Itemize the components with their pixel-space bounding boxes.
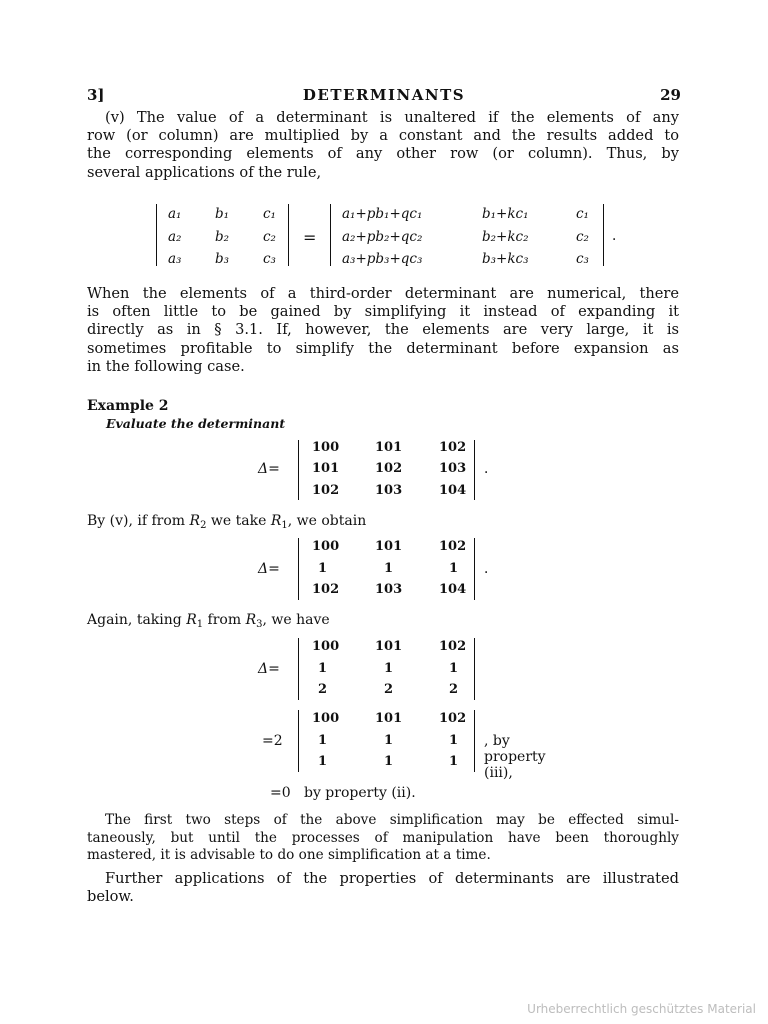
det-element: 1	[318, 661, 328, 676]
det-bar-right	[288, 204, 289, 266]
det-element: 100	[312, 539, 340, 554]
rule-v-paragraph	[87, 109, 679, 182]
det-element: a₁+pb₁+qc₁	[342, 206, 423, 222]
det-element: 1	[449, 661, 459, 676]
det-bar-left	[298, 710, 299, 772]
det-element: 2	[449, 682, 459, 697]
det-element: 1	[318, 754, 328, 769]
det-element: 1	[384, 661, 394, 676]
det-element: c₂	[263, 229, 276, 245]
det-element: 101	[375, 639, 403, 654]
det-element: 103	[439, 461, 467, 476]
property-note: , by property (iii),	[484, 733, 546, 781]
text-line: several applications of the rule,	[87, 163, 322, 181]
page-header	[87, 86, 681, 106]
det-element: 1	[449, 754, 459, 769]
det-element: c₃	[576, 251, 589, 267]
det-element: 104	[439, 582, 467, 597]
text-line: (v) The value of a determinant is unaltered if the elements of any	[105, 109, 679, 126]
result-line: =0 by property (ii).	[270, 785, 416, 801]
det-bar-left	[156, 204, 157, 266]
copyright-watermark: Urheberrechtlich geschütztes Material	[527, 1002, 756, 1016]
det-bar-right	[474, 538, 475, 600]
det-element: 1	[449, 561, 459, 576]
period: .	[612, 228, 617, 244]
det-element: 103	[375, 483, 403, 498]
det-element: 102	[439, 711, 467, 726]
text-line: in the following case.	[87, 357, 245, 375]
det-element: 102	[439, 639, 467, 654]
further-paragraph	[87, 870, 679, 906]
det-element: a₂+pb₂+qc₂	[342, 229, 423, 245]
example-instruction: Evaluate the determinant	[106, 416, 286, 431]
det-bar-left	[298, 538, 299, 600]
det-element: b₃+kc₃	[482, 251, 529, 267]
det-element: b₂	[215, 229, 230, 245]
det-element: c₃	[263, 251, 276, 267]
det-bar-left	[330, 204, 331, 266]
det-element: 2	[318, 682, 328, 697]
det-bar-left	[298, 638, 299, 700]
det-element: 101	[312, 461, 340, 476]
text-line: mastered, it is advisable to do one simplification at a time.	[87, 847, 491, 863]
det-element: 100	[312, 711, 340, 726]
det-element: 1	[384, 754, 394, 769]
example-title: Example 2	[87, 398, 169, 414]
det-element: 101	[375, 440, 403, 455]
det-element: 1	[384, 561, 394, 576]
steps-paragraph	[87, 812, 679, 865]
det-element: 101	[375, 711, 403, 726]
det-element: 101	[375, 539, 403, 554]
running-title: DETERMINANTS	[302, 86, 466, 104]
period: .	[484, 461, 489, 477]
det-element: 1	[384, 733, 394, 748]
text-line: taneously, but until the processes of manipulation have been thoroughly	[87, 829, 679, 846]
det-bar-right	[474, 638, 475, 700]
det-element: c₁	[263, 206, 276, 222]
period: .	[484, 561, 489, 577]
det-element: b₁+kc₁	[482, 206, 529, 222]
text-line: The first two steps of the above simplification may be effected simul-	[105, 812, 679, 828]
det-element: 1	[318, 733, 328, 748]
step-1-text: By (v), if from $R_2$ we take $R_1$, we obtain	[87, 513, 367, 531]
text-line: below.	[87, 888, 134, 906]
det-element: a₂	[168, 229, 182, 245]
det-element: 100	[312, 440, 340, 455]
det-element: a₃	[168, 251, 182, 267]
det-element: c₁	[576, 206, 589, 222]
text-line: When the elements of a third-order determinant are numerical, there	[87, 285, 679, 302]
step-2-text: Again, taking $R_1$ from $R_3$, we have	[87, 612, 330, 630]
det-bar-right	[474, 710, 475, 772]
det-element: 1	[318, 561, 328, 576]
two-times: =2	[262, 733, 283, 749]
det-element: 102	[439, 539, 467, 554]
text-line: is often little to be gained by simplifying it instead of expanding it	[87, 303, 679, 321]
det-element: c₂	[576, 229, 589, 245]
det-element: b₂+kc₂	[482, 229, 529, 245]
det-bar-right	[603, 204, 604, 266]
page-number: 29	[660, 86, 681, 104]
numerical-paragraph	[87, 285, 679, 376]
det-element: a₁	[168, 206, 182, 222]
det-bar-right	[474, 440, 475, 500]
det-element: 102	[375, 461, 403, 476]
text-line: directly as in § 3.1. If, however, the elements are very large, it is	[87, 321, 679, 339]
det-element: b₃	[215, 251, 230, 267]
delta-equals: Δ=	[258, 661, 280, 677]
det-element: b₁	[215, 206, 230, 222]
det-bar-left	[298, 440, 299, 500]
det-element: 104	[439, 483, 467, 498]
text-line: Further applications of the properties of determinants are illustrated	[105, 870, 679, 887]
equals-sign: =	[303, 228, 317, 247]
section-number: 3]	[87, 86, 105, 104]
det-element: 1	[449, 733, 459, 748]
text-line: row (or column) are multiplied by a constant and the results added to	[87, 127, 679, 145]
det-element: a₃+pb₃+qc₃	[342, 251, 423, 267]
det-element: 102	[312, 483, 340, 498]
delta-equals: Δ=	[258, 461, 280, 477]
delta-equals: Δ=	[258, 561, 280, 577]
det-element: 2	[384, 682, 394, 697]
text-line: the corresponding elements of any other row (or column). Thus, by	[87, 145, 679, 163]
det-element: 103	[375, 582, 403, 597]
det-element: 102	[312, 582, 340, 597]
text-line: sometimes profitable to simplify the determinant before expansion as	[87, 339, 679, 357]
det-element: 102	[439, 440, 467, 455]
det-element: 100	[312, 639, 340, 654]
